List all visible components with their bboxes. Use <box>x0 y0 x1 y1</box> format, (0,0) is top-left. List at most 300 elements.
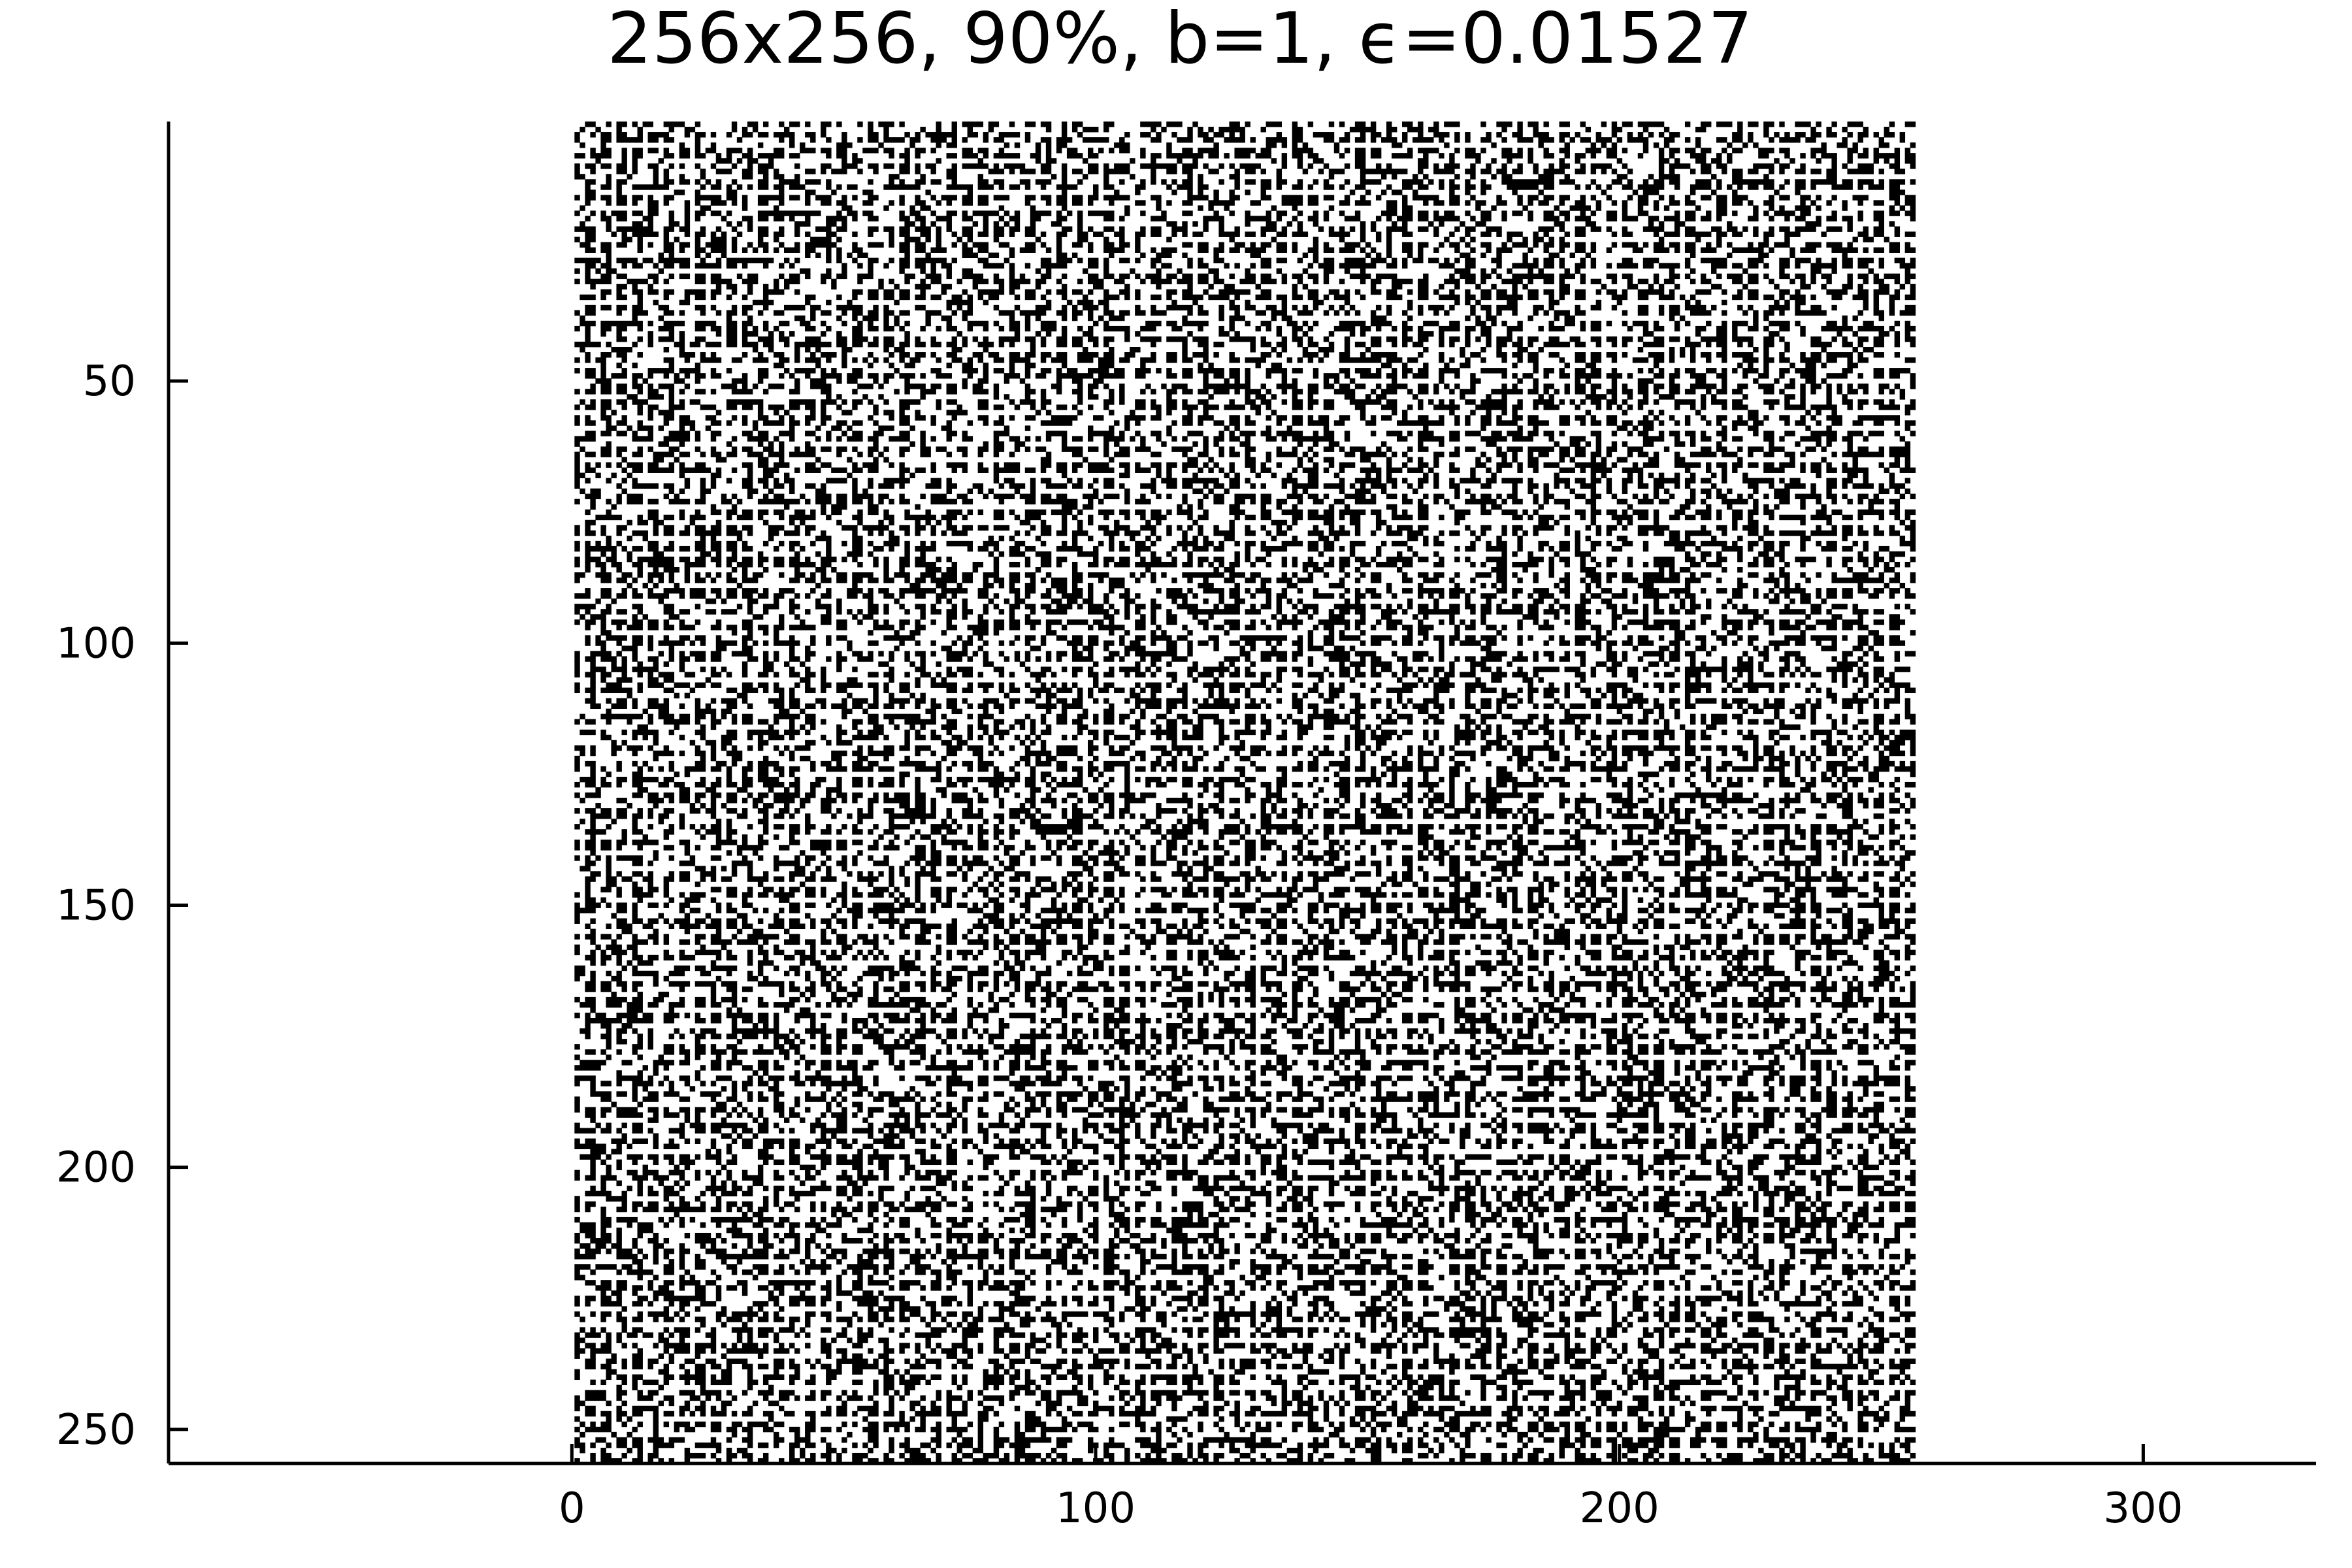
heatmap-cell-run <box>962 163 988 169</box>
heatmap-cell-run <box>716 153 721 158</box>
heatmap-cell-run <box>585 389 595 394</box>
heatmap-cell-run <box>1187 310 1192 316</box>
heatmap-cell-run <box>1277 342 1287 347</box>
heatmap-cell-run <box>1418 279 1428 284</box>
heatmap-cell-run <box>1895 331 1900 336</box>
heatmap-cell-run <box>1622 258 1633 263</box>
heatmap-cell-run <box>1386 127 1397 132</box>
heatmap-cell-run <box>1083 174 1088 179</box>
heatmap-cell-run <box>1454 420 1460 425</box>
heatmap-cell-run <box>616 127 621 132</box>
heatmap-cell-run <box>1800 352 1805 357</box>
heatmap-cell-run <box>1025 415 1036 420</box>
heatmap-cell-run <box>805 404 815 410</box>
heatmap-cell-run <box>1648 473 1654 478</box>
heatmap-cell-run <box>1145 384 1151 389</box>
heatmap-cell-run <box>994 420 1004 425</box>
heatmap-cell-run <box>1093 189 1098 195</box>
heatmap-cell-run <box>774 132 794 137</box>
heatmap-cell-run <box>1527 216 1533 221</box>
heatmap-cell-run <box>1643 425 1654 431</box>
heatmap-cell-run <box>574 473 585 478</box>
heatmap-cell-run <box>1088 463 1109 468</box>
heatmap-cell-run <box>1339 446 1345 451</box>
heatmap-cell-run <box>747 184 753 189</box>
heatmap-cell-run <box>1298 258 1303 263</box>
heatmap-cell-run <box>1135 237 1140 242</box>
heatmap-cell-run <box>1386 473 1392 478</box>
heatmap-cell-run <box>1103 494 1119 499</box>
heatmap-cell-run <box>1198 305 1203 310</box>
heatmap-cell-run <box>1527 357 1538 363</box>
heatmap-cell-run <box>1465 489 1470 494</box>
heatmap-cell-run <box>1318 536 1329 541</box>
heatmap-cell-run <box>1475 404 1507 410</box>
heatmap-cell-run <box>920 389 936 394</box>
heatmap-cell-run <box>925 274 941 279</box>
heatmap-cell-run <box>1402 321 1407 326</box>
heatmap-cell-run <box>789 195 800 200</box>
heatmap-cell-run <box>1365 394 1371 399</box>
heatmap-cell-run <box>1418 331 1433 336</box>
heatmap-cell-run <box>1874 216 1884 221</box>
heatmap-cell-run <box>1527 279 1533 284</box>
heatmap-cell-run <box>1025 132 1030 137</box>
heatmap-cell-run <box>800 494 805 499</box>
heatmap-cell-run <box>1810 483 1816 489</box>
heatmap-cell-run <box>1365 189 1371 195</box>
heatmap-cell-run <box>1187 189 1192 195</box>
heatmap-cell-run <box>1140 441 1145 446</box>
heatmap-cell-run <box>1732 210 1737 216</box>
heatmap-cell-run <box>1633 494 1638 499</box>
heatmap-cell-run <box>1292 326 1303 331</box>
heatmap-cell-run <box>941 289 947 295</box>
heatmap-cell-run <box>1182 494 1187 499</box>
heatmap-cell-run <box>732 289 737 295</box>
heatmap-cell-run <box>727 189 737 195</box>
heatmap-cell-run <box>978 258 988 263</box>
heatmap-cell-run <box>1298 163 1303 169</box>
heatmap-cell-run <box>1250 468 1256 473</box>
heatmap-cell-run <box>1339 279 1345 284</box>
heatmap-cell-run <box>1480 231 1491 237</box>
heatmap-cell-run <box>1769 226 1774 231</box>
heatmap-cell-run <box>1826 436 1837 441</box>
heatmap-cell-run <box>826 546 831 551</box>
heatmap-cell-run <box>659 316 664 321</box>
heatmap-cell-run <box>659 258 691 263</box>
heatmap-cell-run <box>1229 321 1234 326</box>
heatmap-cell-run <box>1046 158 1056 163</box>
heatmap-cell-run <box>1879 263 1884 269</box>
heatmap-cell-run <box>1527 269 1533 274</box>
heatmap-cell-run <box>1512 169 1522 174</box>
heatmap-cell-run <box>1570 489 1575 494</box>
heatmap-cell-run <box>1250 499 1256 504</box>
heatmap-cell-run <box>1213 195 1218 200</box>
heatmap-cell-run <box>983 363 988 368</box>
heatmap-cell-run <box>1261 263 1271 269</box>
heatmap-cell-run <box>1889 300 1895 305</box>
heatmap-cell-run <box>1056 463 1067 468</box>
heatmap-cell-run <box>1020 274 1025 279</box>
heatmap-cell-run <box>1643 494 1648 499</box>
heatmap-cell-run <box>1140 179 1145 184</box>
heatmap-cell-run <box>1575 342 1586 347</box>
heatmap-cell-run <box>925 520 930 525</box>
heatmap-cell-run <box>1350 399 1382 404</box>
heatmap-cell-run <box>1512 525 1522 531</box>
heatmap-cell-run <box>1009 363 1015 368</box>
heatmap-cell-run <box>1062 122 1067 127</box>
heatmap-cell-run <box>1051 415 1077 420</box>
heatmap-cell-run <box>1627 326 1633 331</box>
heatmap-cell-run <box>1496 253 1501 258</box>
heatmap-cell-run <box>574 457 580 463</box>
heatmap-cell-run <box>779 226 784 231</box>
heatmap-cell-run <box>659 305 669 310</box>
heatmap-cell-run <box>638 336 643 342</box>
heatmap-cell-run <box>1711 158 1722 163</box>
heatmap-cell-run <box>727 342 737 347</box>
heatmap-cell-run <box>1423 321 1439 326</box>
heatmap-cell-run <box>653 531 659 536</box>
heatmap-cell-run <box>616 289 621 295</box>
heatmap-cell-run <box>973 279 988 284</box>
heatmap-cell-run <box>1392 326 1397 331</box>
heatmap-cell-run <box>1889 310 1895 316</box>
heatmap-cell-run <box>841 132 847 137</box>
heatmap-cell-run <box>1041 499 1078 504</box>
heatmap-cell-run <box>1130 347 1140 352</box>
heatmap-cell-run <box>1418 436 1444 441</box>
heatmap-cell-run <box>920 221 925 226</box>
heatmap-cell-run <box>1674 510 1685 515</box>
heatmap-cell-run <box>1748 326 1758 331</box>
heatmap-cell-run <box>1345 195 1350 200</box>
heatmap-cell-run <box>1308 541 1318 546</box>
heatmap-cell-run <box>1072 541 1077 546</box>
heatmap-cell-run <box>1339 305 1345 310</box>
heatmap-cell-run <box>695 242 700 248</box>
heatmap-cell-run <box>1098 316 1103 321</box>
heatmap-cell-run <box>1203 510 1208 515</box>
heatmap-cell-run <box>779 431 794 436</box>
heatmap-cell-run <box>1025 326 1030 331</box>
heatmap-cell-run <box>1607 525 1617 531</box>
heatmap-cell-run <box>1303 305 1308 310</box>
heatmap-cell-run <box>1229 274 1234 279</box>
heatmap-cell-run <box>1889 242 1900 248</box>
heatmap-cell-run <box>1234 184 1239 189</box>
heatmap-cell-run <box>1674 368 1680 373</box>
heatmap-cell-run <box>1345 242 1360 248</box>
heatmap-cell-run <box>648 195 653 200</box>
heatmap-cell-run <box>1250 242 1256 248</box>
heatmap-cell-run <box>930 368 941 373</box>
heatmap-cell-run <box>1292 331 1298 336</box>
heatmap-cell-run <box>1041 169 1051 174</box>
heatmap-cell-run <box>632 483 659 489</box>
heatmap-cell-run <box>590 384 595 389</box>
heatmap-cell-run <box>1800 210 1810 216</box>
heatmap-cell-run <box>947 142 957 148</box>
heatmap-cell-run <box>1166 404 1177 410</box>
heatmap-cell-run <box>994 431 1009 436</box>
heatmap-cell-run <box>1444 384 1449 389</box>
heatmap-cell-run <box>742 263 747 269</box>
heatmap-cell-run <box>600 248 611 253</box>
heatmap-cell-run <box>915 179 925 184</box>
heatmap-cell-run <box>1376 326 1381 331</box>
heatmap-cell-run <box>1208 394 1213 399</box>
heatmap-cell-run <box>1674 399 1695 404</box>
heatmap-cell-run <box>836 148 847 153</box>
heatmap-cell-run <box>1533 368 1538 373</box>
heatmap-cell-run <box>915 163 920 169</box>
heatmap-cell-run <box>1779 499 1789 504</box>
heatmap-cell-run <box>1480 531 1486 536</box>
heatmap-cell-run <box>936 326 941 331</box>
heatmap-cell-run <box>1056 237 1062 242</box>
heatmap-cell-run <box>1533 310 1538 316</box>
heatmap-cell-run <box>753 357 768 363</box>
heatmap-cell-run <box>1889 478 1895 483</box>
heatmap-cell-run <box>695 431 700 436</box>
heatmap-cell-run <box>1339 384 1350 389</box>
heatmap-cell-run <box>1910 384 1916 389</box>
heatmap-cell-run <box>815 363 821 368</box>
heatmap-cell-run <box>936 226 941 231</box>
heatmap-cell-run <box>1308 153 1318 158</box>
heatmap-cell-run <box>1449 478 1454 483</box>
heatmap-cell-run <box>1151 541 1156 546</box>
heatmap-cell-run <box>1093 184 1098 189</box>
heatmap-cell-run <box>1753 226 1758 231</box>
heatmap-cell-run <box>1659 420 1664 425</box>
heatmap-cell-run <box>574 326 580 331</box>
heatmap-cell-run <box>648 384 653 389</box>
heatmap-cell-run <box>1371 531 1376 536</box>
heatmap-cell-run <box>574 169 580 174</box>
heatmap-cell-run <box>1339 357 1382 363</box>
heatmap-cell-run <box>784 478 794 483</box>
heatmap-cell-run <box>1072 242 1083 248</box>
heatmap-cell-run <box>632 263 643 269</box>
heatmap-cell-run <box>774 148 784 153</box>
heatmap-cell-run <box>695 436 700 441</box>
heatmap-cell-run <box>1308 357 1313 363</box>
heatmap-cell-run <box>1831 510 1842 515</box>
heatmap-cell-run <box>1454 415 1460 420</box>
heatmap-cell-run <box>1213 279 1224 284</box>
heatmap-cell-run <box>753 384 758 389</box>
heatmap-cell-run <box>585 274 590 279</box>
heatmap-cell-run <box>904 378 909 384</box>
heatmap-cell-run <box>847 373 862 378</box>
heatmap-cell-run <box>1218 431 1224 436</box>
heatmap-cell-run <box>1046 431 1067 436</box>
heatmap-cell-run <box>1386 184 1392 189</box>
heatmap-cell-run <box>1088 425 1093 431</box>
heatmap-cell-run <box>1171 300 1177 305</box>
heatmap-cell-run <box>1779 357 1789 363</box>
heatmap-cell-run <box>1669 336 1680 342</box>
heatmap-cell-run <box>1748 425 1758 431</box>
heatmap-cell-run <box>1905 420 1916 425</box>
heatmap-cell-run <box>1470 541 1475 546</box>
heatmap-cell-run <box>1025 195 1036 200</box>
heatmap-cell-run <box>868 399 873 404</box>
heatmap-cell-run <box>1517 336 1522 342</box>
heatmap-cell-run <box>1025 289 1036 295</box>
heatmap-cell-run <box>936 399 941 404</box>
heatmap-cell-run <box>947 274 952 279</box>
heatmap-cell-run <box>1507 331 1512 336</box>
heatmap-cell-run <box>1093 321 1098 326</box>
heatmap-cell-run <box>1229 305 1239 310</box>
heatmap-cell-run <box>732 389 753 394</box>
heatmap-cell-run <box>852 310 862 316</box>
heatmap-cell-run <box>1627 504 1633 510</box>
heatmap-cell-run <box>1350 127 1376 132</box>
heatmap-cell-run <box>889 174 899 179</box>
heatmap-cell-run <box>1905 269 1910 274</box>
heatmap-cell-run <box>1737 342 1742 347</box>
heatmap-cell-run <box>857 274 873 279</box>
heatmap-cell-run <box>1156 410 1161 415</box>
heatmap-cell-run <box>1088 515 1093 520</box>
heatmap-cell-run <box>1821 378 1826 384</box>
heatmap-cell-run <box>1313 242 1318 248</box>
heatmap-cell-run <box>774 231 784 237</box>
heatmap-cell-run <box>1816 410 1821 415</box>
heatmap-cell-run <box>1465 446 1475 451</box>
heatmap-cell-run <box>1229 163 1234 169</box>
chart-title: 256x256, 90%, b=1, ϵ=0.01527 <box>607 0 1753 80</box>
heatmap-cell-run <box>1371 153 1381 158</box>
heatmap-cell-run <box>1339 263 1377 269</box>
heatmap-cell-run <box>1643 541 1648 546</box>
heatmap-cell-run <box>1716 389 1727 394</box>
heatmap-cell-run <box>1135 242 1140 248</box>
heatmap-cell-run <box>1009 357 1030 363</box>
heatmap-cell-run <box>695 510 700 515</box>
heatmap-cell-run <box>1119 357 1130 363</box>
heatmap-cell-run <box>1622 399 1627 404</box>
heatmap-cell-run <box>1789 279 1795 284</box>
heatmap-cell-run <box>1470 237 1475 242</box>
heatmap-cell-run <box>1119 274 1130 279</box>
heatmap-cell-run <box>590 284 595 289</box>
heatmap-cell-run <box>1015 295 1020 300</box>
heatmap-cell-run <box>920 494 925 499</box>
heatmap-cell-run <box>1826 468 1837 473</box>
heatmap-cell-run <box>747 148 753 153</box>
heatmap-cell-run <box>1863 436 1869 441</box>
heatmap-cell-run <box>580 321 595 326</box>
heatmap-cell-run <box>899 420 909 425</box>
heatmap-cell-run <box>1161 179 1166 184</box>
heatmap-cell-run <box>1727 184 1732 189</box>
heatmap-cell-run <box>1795 274 1805 279</box>
heatmap-cell-run <box>779 274 784 279</box>
heatmap-cell-run <box>1842 478 1852 483</box>
heatmap-cell-run <box>1292 368 1303 373</box>
heatmap-cell-run <box>852 242 857 248</box>
heatmap-cell-run <box>1072 531 1088 536</box>
heatmap-cell-run <box>664 373 669 378</box>
heatmap-cell-run <box>1889 510 1900 515</box>
heatmap-cell-run <box>1339 137 1350 142</box>
heatmap-cell-run <box>669 216 674 221</box>
heatmap-cell-run <box>947 321 952 326</box>
heatmap-cell-run <box>784 284 789 289</box>
heatmap-cell-run <box>1439 352 1444 357</box>
heatmap-cell-run <box>742 310 747 316</box>
heatmap-cell-run <box>826 153 831 158</box>
heatmap-cell-run <box>1041 541 1046 546</box>
heatmap-cell-run <box>826 248 831 253</box>
heatmap-cell-run <box>1009 169 1015 174</box>
heatmap-cell-run <box>1135 231 1145 237</box>
heatmap-cell-run <box>1371 289 1381 295</box>
heatmap-cell-run <box>1842 316 1847 321</box>
heatmap-cell-run <box>1324 179 1329 184</box>
heatmap-cell-run <box>1612 494 1617 499</box>
heatmap-cell-run <box>957 279 962 284</box>
heatmap-cell-run <box>1527 515 1533 520</box>
heatmap-cell-run <box>1423 541 1428 546</box>
heatmap-cell-run <box>868 451 873 457</box>
heatmap-cell-run <box>1292 420 1303 425</box>
heatmap-cell-run <box>753 326 758 331</box>
heatmap-cell-run <box>1376 237 1381 242</box>
heatmap-cell-run <box>758 200 768 205</box>
heatmap-cell-run <box>1591 478 1601 483</box>
heatmap-cell-run <box>883 478 909 483</box>
heatmap-cell-run <box>679 242 690 248</box>
heatmap-cell-run <box>1245 463 1256 468</box>
heatmap-cell-run <box>1690 473 1695 478</box>
heatmap-cell-run <box>632 163 638 169</box>
heatmap-cell-run <box>1229 237 1234 242</box>
heatmap-cell-run <box>889 363 894 368</box>
heatmap-cell-run <box>1633 189 1638 195</box>
heatmap-cell-run <box>1669 195 1674 200</box>
heatmap-cell-run <box>1418 184 1428 189</box>
heatmap-cell-run <box>600 404 611 410</box>
heatmap-cell-run <box>857 279 862 284</box>
heatmap-cell-run <box>994 195 1009 200</box>
heatmap-cell-run <box>1156 536 1161 541</box>
heatmap-cell-run <box>1428 127 1439 132</box>
heatmap-cell-run <box>1218 326 1224 331</box>
heatmap-cell-run <box>1271 316 1277 321</box>
heatmap-cell-run <box>1533 258 1538 263</box>
heatmap-cell-run <box>1360 226 1365 231</box>
heatmap-cell-run <box>883 310 894 316</box>
heatmap-cell-run <box>868 352 873 357</box>
heatmap-cell-run <box>1465 226 1475 231</box>
heatmap-cell-run <box>1905 510 1916 515</box>
heatmap-cell-run <box>1732 520 1737 525</box>
heatmap-cell-run <box>585 463 590 468</box>
heatmap-cell-run <box>952 179 957 184</box>
heatmap-cell-run <box>868 122 873 127</box>
heatmap-cell-run <box>669 221 679 226</box>
